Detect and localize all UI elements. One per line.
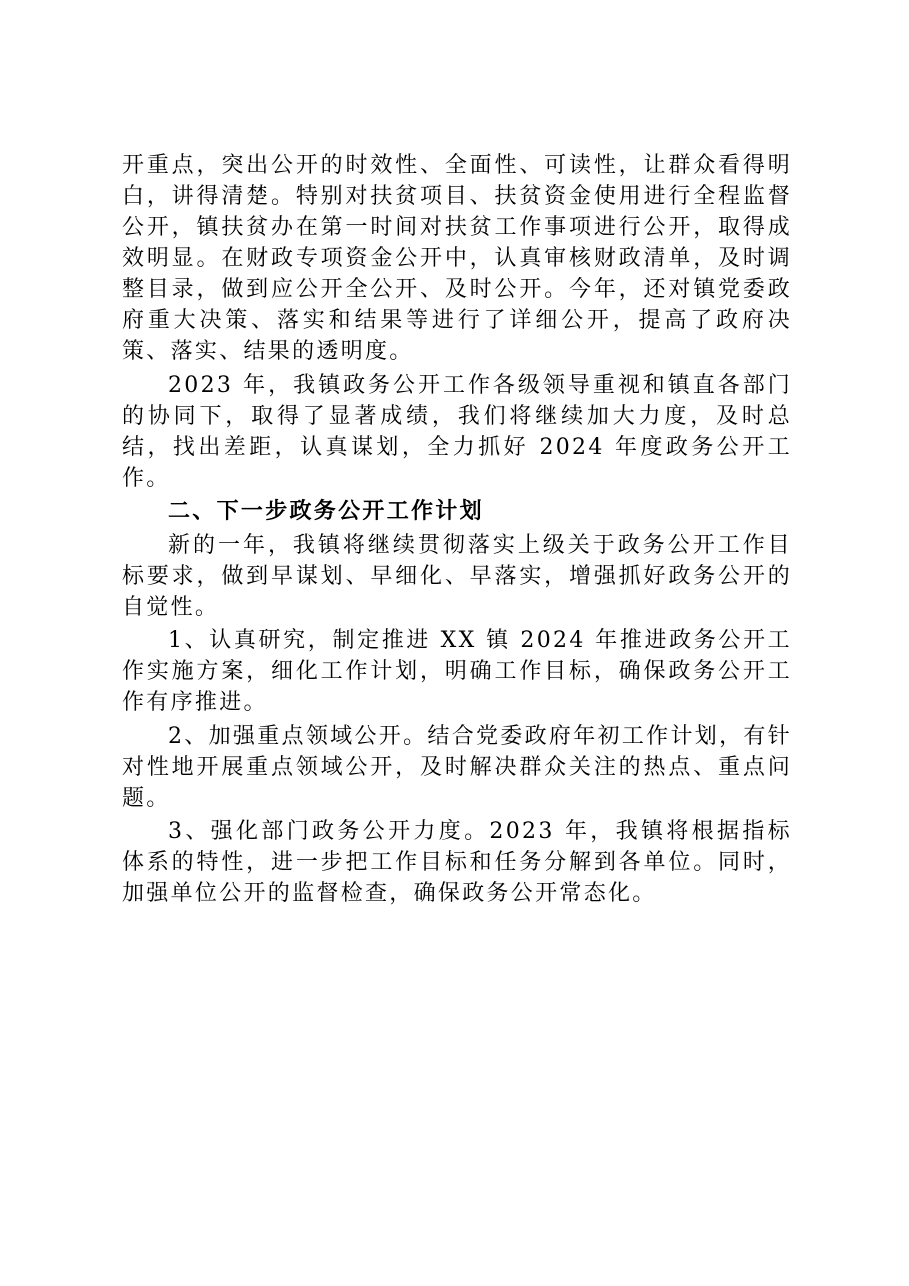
section-heading-next-plan: 二、下一步政务公开工作计划: [168, 499, 484, 524]
paragraph-summary-2023: 2023 年，我镇政务公开工作各级领导重视和镇直各部门的协同下，取得了显著成绩，我们将继续加大力度，及时总结，找出差距，认真谋划，全力抓好 2024 年度政务公开工作。: [122, 372, 792, 491]
paragraph-intro-continued: 开重点，突出公开的时效性、全面性、可读性，让群众看得明白，讲得清楚。特别对扶贫项目、扶贫资金使用进行全程监督公开，镇扶贫办在第一时间对扶贫工作事项进行公开，取得成效明显。在财政专项资金公开中，认真审核财政清单，及时调整目录，做到应公开全公开、及时公开。今年，还对镇党委政府重大决策、落实和结果等进行了详细公开，提高了政府决策、落实、结果的透明度。: [122, 153, 792, 364]
paragraph-item-1: 1、认真研究，制定推进 XX 镇 2024 年推进政务公开工作实施方案，细化工作计划，明确工作目标，确保政务公开工作有序推进。: [122, 628, 792, 715]
paragraph-item-3: 3、强化部门政务公开力度。2023 年，我镇将根据指标体系的特性，进一步把工作目标和任务分解到各单位。同时，加强单位公开的监督检查，确保政务公开常态化。: [122, 819, 792, 906]
paragraph-new-year: 新的一年，我镇将继续贯彻落实上级关于政务公开工作目标要求，做到早谋划、早细化、早落实，增强抓好政务公开的自觉性。: [122, 532, 792, 620]
document-body: [122, 150, 792, 912]
paragraph-item-2: 2、加强重点领域公开。结合党委政府年初工作计划，有针对性地开展重点领域公开，及时解决群众关注的热点、重点问题。: [122, 723, 792, 811]
